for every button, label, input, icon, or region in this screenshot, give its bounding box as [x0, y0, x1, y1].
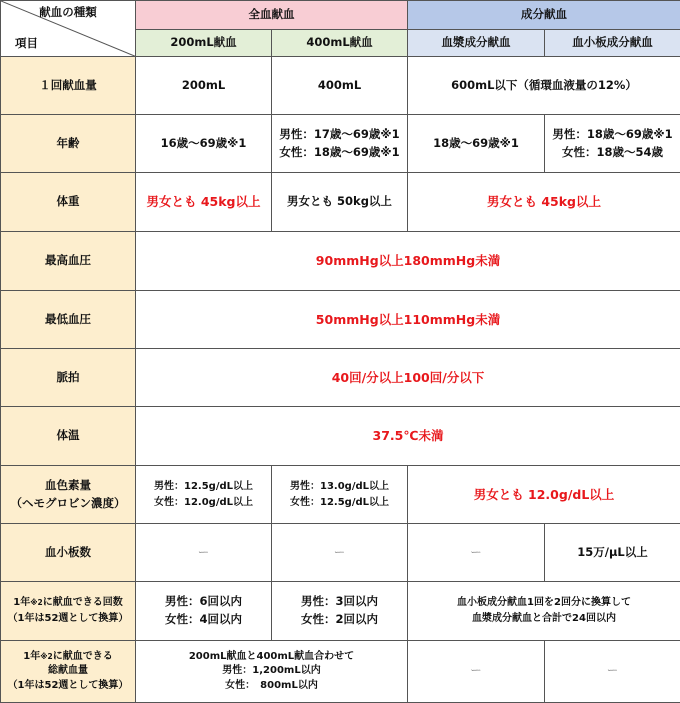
cell-line-male: 男性：12.5g/dL以上	[153, 481, 253, 493]
row-hemoglobin	[1, 465, 680, 523]
cell-line-female: 女性：18歳～69歳※1	[279, 144, 400, 159]
corner-item-label: 項目	[15, 36, 38, 51]
row-weight	[1, 172, 680, 231]
cell-200ml: 男女とも 45kg以上	[136, 172, 272, 231]
header-whole-blood: 全血献血	[136, 1, 408, 30]
row-label	[1, 640, 136, 702]
cell-400ml: 400mL	[272, 57, 408, 115]
cell-component: 男女とも 12.0g/dL以上	[408, 465, 680, 523]
label-note-mark: ※2	[40, 651, 53, 661]
cell-200ml	[136, 582, 272, 640]
cell-200ml: 16歳～69歳※1	[136, 115, 272, 172]
label-year: 1年	[23, 650, 41, 662]
header-corner	[1, 1, 136, 57]
row-label-line2: （ヘモグロビン濃度）	[10, 495, 126, 510]
row-temperature	[1, 406, 680, 465]
cell-400ml	[272, 582, 408, 640]
label-note-mark: ※2	[30, 598, 43, 608]
cell-all: 40回/分以上100回/分以下	[136, 349, 680, 406]
row-label	[1, 465, 136, 523]
row-max-bp	[1, 231, 680, 290]
row-pulse	[1, 349, 680, 406]
cell-200ml: 200mL	[136, 57, 272, 115]
cell-line-female: 女性： 800mL以内	[225, 679, 318, 691]
cell-plasma: 18歳～69歳※1	[408, 115, 545, 172]
cell-400ml: 男女とも 50kg以上	[272, 172, 408, 231]
label-text: に献血できる回数	[42, 597, 123, 609]
cell-platelet: 15万/μL以上	[545, 524, 680, 582]
cell-component: 男女とも 45kg以上	[408, 172, 680, 231]
cell-line-female: 女性：18歳～54歳	[561, 144, 663, 159]
cell-plasma: ー	[408, 640, 545, 702]
row-platelets	[1, 524, 680, 582]
cell-whole-blood	[136, 640, 408, 702]
cell-line-1: 血小板成分献血1回を2回分に換算して	[457, 597, 631, 609]
cell-line-male: 男性：18歳～69歳※1	[552, 126, 673, 141]
row-label-line2: 総献血量	[48, 665, 88, 677]
row-label: 脈拍	[1, 349, 136, 406]
cell-line-female: 女性：12.5g/dL以上	[289, 496, 389, 508]
label-text: に献血できる	[52, 650, 113, 662]
header-platelet: 血小板成分献血	[545, 30, 680, 57]
cell-platelet: ー	[545, 640, 680, 702]
row-label: 体重	[1, 172, 136, 231]
cell-line-female: 女性：4回以内	[164, 611, 242, 626]
cell-all: 50mmHg以上110mmHg未満	[136, 291, 680, 349]
cell-line-female: 女性：12.0g/dL以上	[153, 496, 253, 508]
cell-line-male: 男性：13.0g/dL以上	[289, 481, 389, 493]
row-min-bp	[1, 291, 680, 349]
row-label-line1	[13, 597, 122, 608]
cell-line-1: 200mL献血と400mL献血合わせて	[188, 650, 355, 662]
row-label-line1: 血色素量	[45, 477, 91, 492]
cell-all: 90mmHg以上180mmHg未満	[136, 231, 680, 290]
cell-line-male: 男性：3回以内	[300, 594, 378, 609]
cell-400ml	[272, 465, 408, 523]
row-label: 血小板数	[1, 524, 136, 582]
label-year: 1年	[13, 597, 31, 609]
row-label: 最高血圧	[1, 231, 136, 290]
row-label: １回献血量	[1, 57, 136, 115]
cell-component	[408, 582, 680, 640]
cell-line-male: 男性：1,200mL以内	[222, 665, 321, 677]
row-label-note: （1年は52週として換算）	[7, 612, 129, 624]
header-400ml: 400mL献血	[272, 30, 408, 57]
cell-component: 600mL以下（循環血液量の12%）	[408, 57, 680, 115]
row-age	[1, 115, 680, 172]
cell-line-2: 血漿成分献血と合計で24回以内	[472, 612, 616, 624]
header-plasma: 血漿成分献血	[408, 30, 545, 57]
row-label: 年齢	[1, 115, 136, 172]
row-annual-count	[1, 582, 680, 640]
cell-200ml	[136, 465, 272, 523]
cell-all: 37.5℃未満	[136, 406, 680, 465]
cell-platelet	[545, 115, 680, 172]
row-annual-total	[1, 640, 680, 702]
cell-400ml: ー	[272, 524, 408, 582]
corner-type-label: 献血の種類	[39, 5, 97, 19]
cell-line-female: 女性：2回以内	[300, 611, 378, 626]
cell-plasma: ー	[408, 524, 545, 582]
row-volume	[1, 57, 680, 115]
header-component: 成分献血	[408, 1, 680, 30]
row-label-line1	[23, 651, 112, 662]
header-200ml: 200mL献血	[136, 30, 272, 57]
cell-200ml: ー	[136, 524, 272, 582]
row-label-note: （1年は52週として換算）	[7, 679, 129, 691]
row-label: 最低血圧	[1, 291, 136, 349]
cell-line-male: 男性：17歳～69歳※1	[279, 126, 400, 141]
row-label: 体温	[1, 406, 136, 465]
row-label	[1, 582, 136, 640]
cell-400ml	[272, 115, 408, 172]
cell-line-male: 男性：6回以内	[164, 594, 242, 609]
